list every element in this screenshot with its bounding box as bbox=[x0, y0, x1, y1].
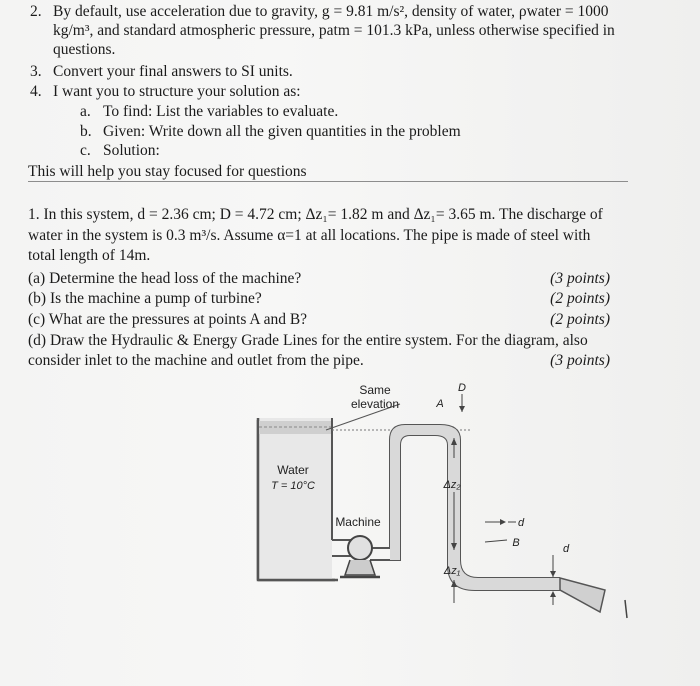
problem-text: 1. In this system, d = 2.36 cm; D = 4.72 cm; Δz₁= 1.82 m and Δz₁= 3.65 m. The discharge of bbox=[28, 206, 603, 223]
question-d-points: (3 points) bbox=[550, 352, 610, 369]
question-c-points: (2 points) bbox=[550, 311, 610, 328]
question-d: (d) Draw the Hydraulic & Energy Grade Lines for the entire system. For the diagram, also bbox=[28, 332, 588, 349]
label-b: B bbox=[512, 537, 520, 549]
question-b: (b) Is the machine a pump of turbine? bbox=[28, 290, 262, 307]
structure-letter: c. bbox=[80, 142, 91, 159]
instruction-number: 4. bbox=[30, 83, 42, 100]
structure-text: Solution: bbox=[103, 142, 160, 159]
focus-note: This will help you stay focused for questions bbox=[28, 163, 307, 180]
water-tank bbox=[258, 418, 338, 580]
label-d-lower: d bbox=[562, 543, 570, 555]
point-b-leader bbox=[485, 540, 507, 542]
dz2-label: Δz₂ bbox=[443, 479, 461, 491]
temperature-label: T = 10°C bbox=[271, 480, 315, 492]
instruction-number: 3. bbox=[30, 63, 42, 80]
structure-letter: a. bbox=[80, 103, 91, 120]
machine-label: Machine bbox=[335, 515, 381, 529]
question-d-cont: consider inlet to the machine and outlet from the pipe. bbox=[28, 352, 364, 369]
question-c: (c) What are the pressures at points A and B? bbox=[28, 311, 308, 328]
question-a-points: (3 points) bbox=[550, 270, 610, 287]
structure-letter: b. bbox=[80, 123, 92, 140]
instruction-text: Convert your final answers to SI units. bbox=[53, 63, 293, 80]
instruction-number: 2. bbox=[30, 3, 42, 20]
instruction-text: By default, use acceleration due to gravity, g = 9.81 m/s², density of water, ρwater = 1000 bbox=[53, 3, 609, 20]
structure-text: To find: List the variables to evaluate. bbox=[103, 103, 339, 120]
structure-text: Given: Write down all the given quantities in the problem bbox=[103, 123, 461, 140]
question-b-points: (2 points) bbox=[550, 290, 610, 307]
problem-text: water in the system is 0.3 m³/s. Assume α=1 at all locations. The pipe is made of steel with bbox=[28, 227, 591, 244]
question-a: (a) Determine the head loss of the machine? bbox=[28, 270, 302, 287]
label-a: A bbox=[436, 398, 444, 410]
instruction-text: questions. bbox=[53, 41, 116, 58]
same-elevation-label: Same bbox=[359, 383, 391, 397]
label-d-top: D bbox=[458, 382, 466, 394]
instruction-text: kg/m³, and standard atmospheric pressure, patm = 101.3 kPa, unless otherwise specified in bbox=[53, 22, 615, 39]
label-d-upper: d bbox=[517, 517, 525, 529]
instruction-text: I want you to structure your solution as: bbox=[53, 83, 301, 100]
problem-text: total length of 14m. bbox=[28, 247, 151, 264]
water-label: Water bbox=[277, 463, 309, 477]
same-elevation-label: elevation bbox=[350, 397, 400, 411]
dz1-label: Δz₁ bbox=[443, 565, 461, 577]
pipe-diameter-arrows bbox=[459, 394, 556, 605]
